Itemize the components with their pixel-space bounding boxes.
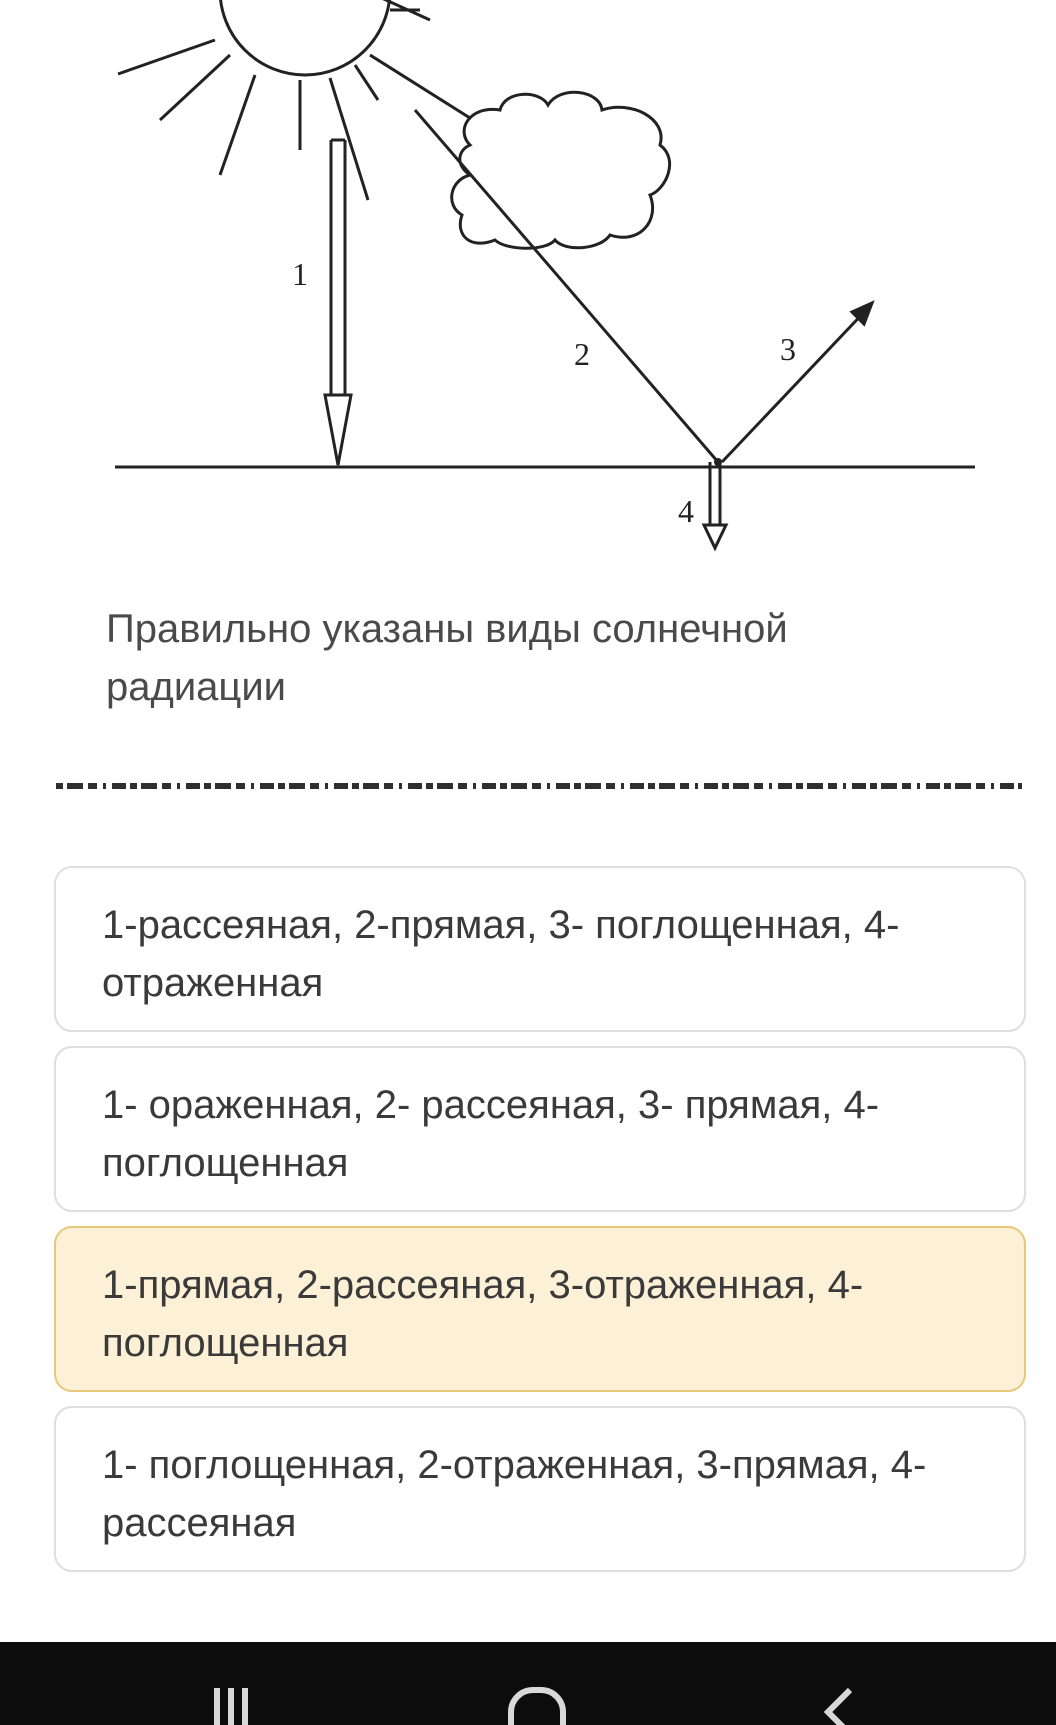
- question-text: Правильно указаны виды солнечной радиации: [106, 607, 788, 709]
- answer-option-4[interactable]: [54, 1406, 1026, 1572]
- system-navigation-bar: [0, 1642, 1056, 1725]
- sun-icon: [118, 0, 470, 200]
- cloud-icon: [452, 92, 670, 248]
- solar-radiation-diagram: [0, 0, 1056, 580]
- answer-option-label: 1- поглощенная, 2-отраженная, 3-прямая, 4- рассеяная: [102, 1443, 927, 1545]
- answer-option-3-selected[interactable]: [54, 1226, 1026, 1392]
- home-icon[interactable]: [503, 1686, 573, 1725]
- back-icon[interactable]: [810, 1686, 870, 1725]
- answer-option-2[interactable]: [54, 1046, 1026, 1212]
- diagram-label-2: 2: [574, 336, 590, 372]
- arrow-3-reflected: [722, 303, 872, 462]
- divider: [56, 778, 1022, 788]
- answer-options: [54, 866, 1026, 1586]
- diagram-svg: [0, 0, 1056, 580]
- arrow-1-direct: [325, 140, 351, 465]
- diagram-label-1: 1: [292, 256, 308, 292]
- answer-option-label: 1- ораженная, 2- рассеяная, 3- прямая, 4- поглощенная: [102, 1083, 880, 1185]
- answer-option-1[interactable]: [54, 866, 1026, 1032]
- answer-option-label: 1-рассеяная, 2-прямая, 3- поглощенная, 4- отраженная: [102, 903, 900, 1005]
- arrow-4-absorbed: [704, 462, 726, 548]
- answer-option-label: 1-прямая, 2-рассеяная, 3-отраженная, 4- поглощенная: [102, 1263, 864, 1365]
- diagram-label-4: 4: [678, 493, 694, 529]
- recent-apps-icon[interactable]: [204, 1686, 264, 1725]
- diagram-label-3: 3: [780, 331, 796, 367]
